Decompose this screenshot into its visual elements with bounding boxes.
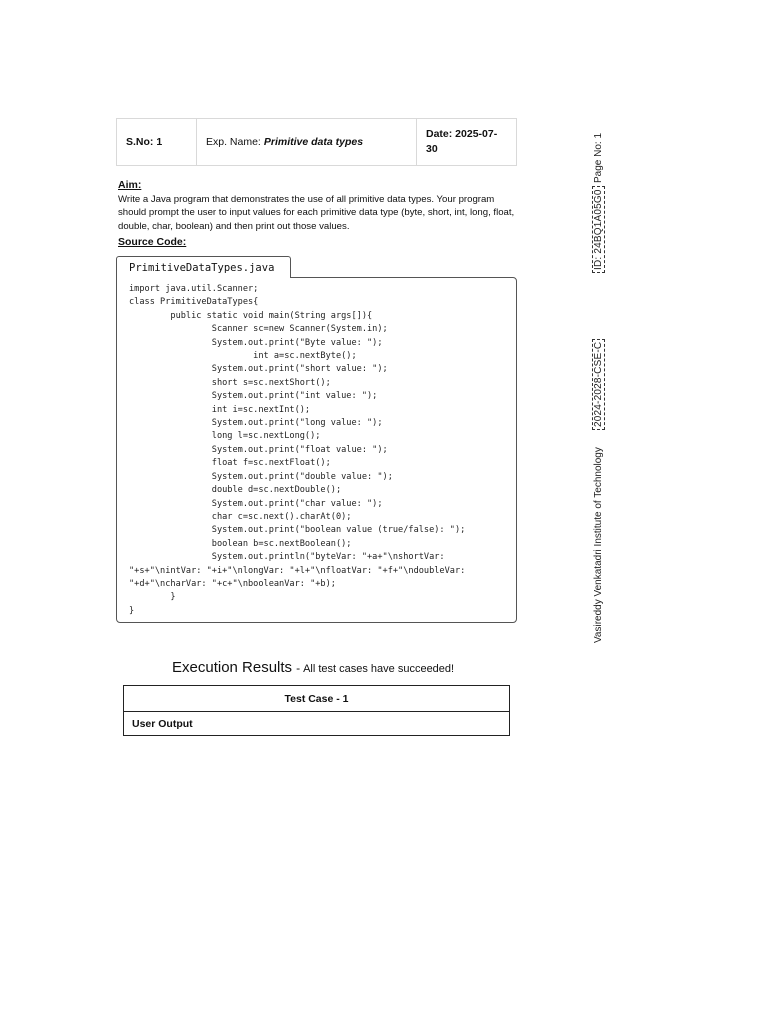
execution-status-text: All test cases have succeeded!	[303, 663, 455, 675]
user-output-row	[124, 712, 509, 735]
test-case-label: Test Case - 1	[284, 692, 349, 705]
source-code-block: import java.util.Scanner; class PrimitiveDataTypes{ public static void main(String args[]){ Scanner sc=new Scanner(System.in); System.out.print("Byte value: "); int a=sc.nextByte(); System.out.print("short value: "); short s=sc.nextShort(); System.out.print("int value: "); int i=sc.nextInt(); System.out.print("long value: "); long l=sc.nextLong(); System.out.print("float value: "); float f=sc.nextFloat(); System.out.print("double value: "); double d=sc.nextDouble(); System.out.print("char value: "); char c=sc.next().charAt(0); System.out.print("boolean value (true/false): "); boolean b=sc.nextBoolean(); System.out.println("byteVar: "+a+"\nshortVar: "+s+"\nintVar: "+i+"\nlongVar: "+l+"\nfloatVar: "+f+"\ndoubleVar: "+d+"\ncharVar: "+c+"\nbooleanVar: "+b); } }	[129, 284, 466, 616]
experiment-name: Primitive data types	[263, 136, 364, 148]
batch-code-value: 2024-2028-CSE-C	[592, 339, 605, 430]
execution-results-title: Execution Results	[172, 659, 293, 676]
test-case-header	[124, 686, 509, 712]
source-file-name: PrimitiveDataTypes.java	[129, 262, 275, 274]
execution-results-separator: -	[296, 661, 301, 675]
student-id-value: ID: 24BQ1A05G0	[592, 186, 605, 273]
experiment-name-cell	[197, 119, 417, 165]
student-id	[593, 186, 604, 273]
source-code-box	[116, 277, 517, 623]
date-cell	[417, 119, 516, 165]
serial-number-cell	[117, 119, 197, 165]
test-case-table	[123, 685, 510, 736]
experiment-header-table	[116, 118, 517, 166]
aim-heading: Aim:	[118, 179, 142, 191]
experiment-date: Date: 2025-07-30	[426, 128, 498, 155]
aim-description: Write a Java program that demonstrates the use of all primitive data types. Your program should prompt the user to input values for each primitive data type (byte, short, int, long, float, double, char, boolean) and then print out those values.	[118, 194, 515, 232]
source-code-heading: Source Code:	[118, 236, 187, 248]
side-margin-info	[593, 130, 607, 650]
page-number: Page No: 1	[593, 132, 604, 183]
experiment-name-prefix: Exp. Name:	[206, 136, 261, 148]
source-file-tab	[116, 256, 291, 278]
user-output-label: User Output	[132, 717, 193, 730]
college-name: Vasireddy Venkatadri Institute of Technology	[593, 447, 604, 643]
serial-number: S.No: 1	[126, 136, 163, 148]
execution-results-heading	[172, 659, 454, 677]
batch-code	[593, 339, 604, 430]
